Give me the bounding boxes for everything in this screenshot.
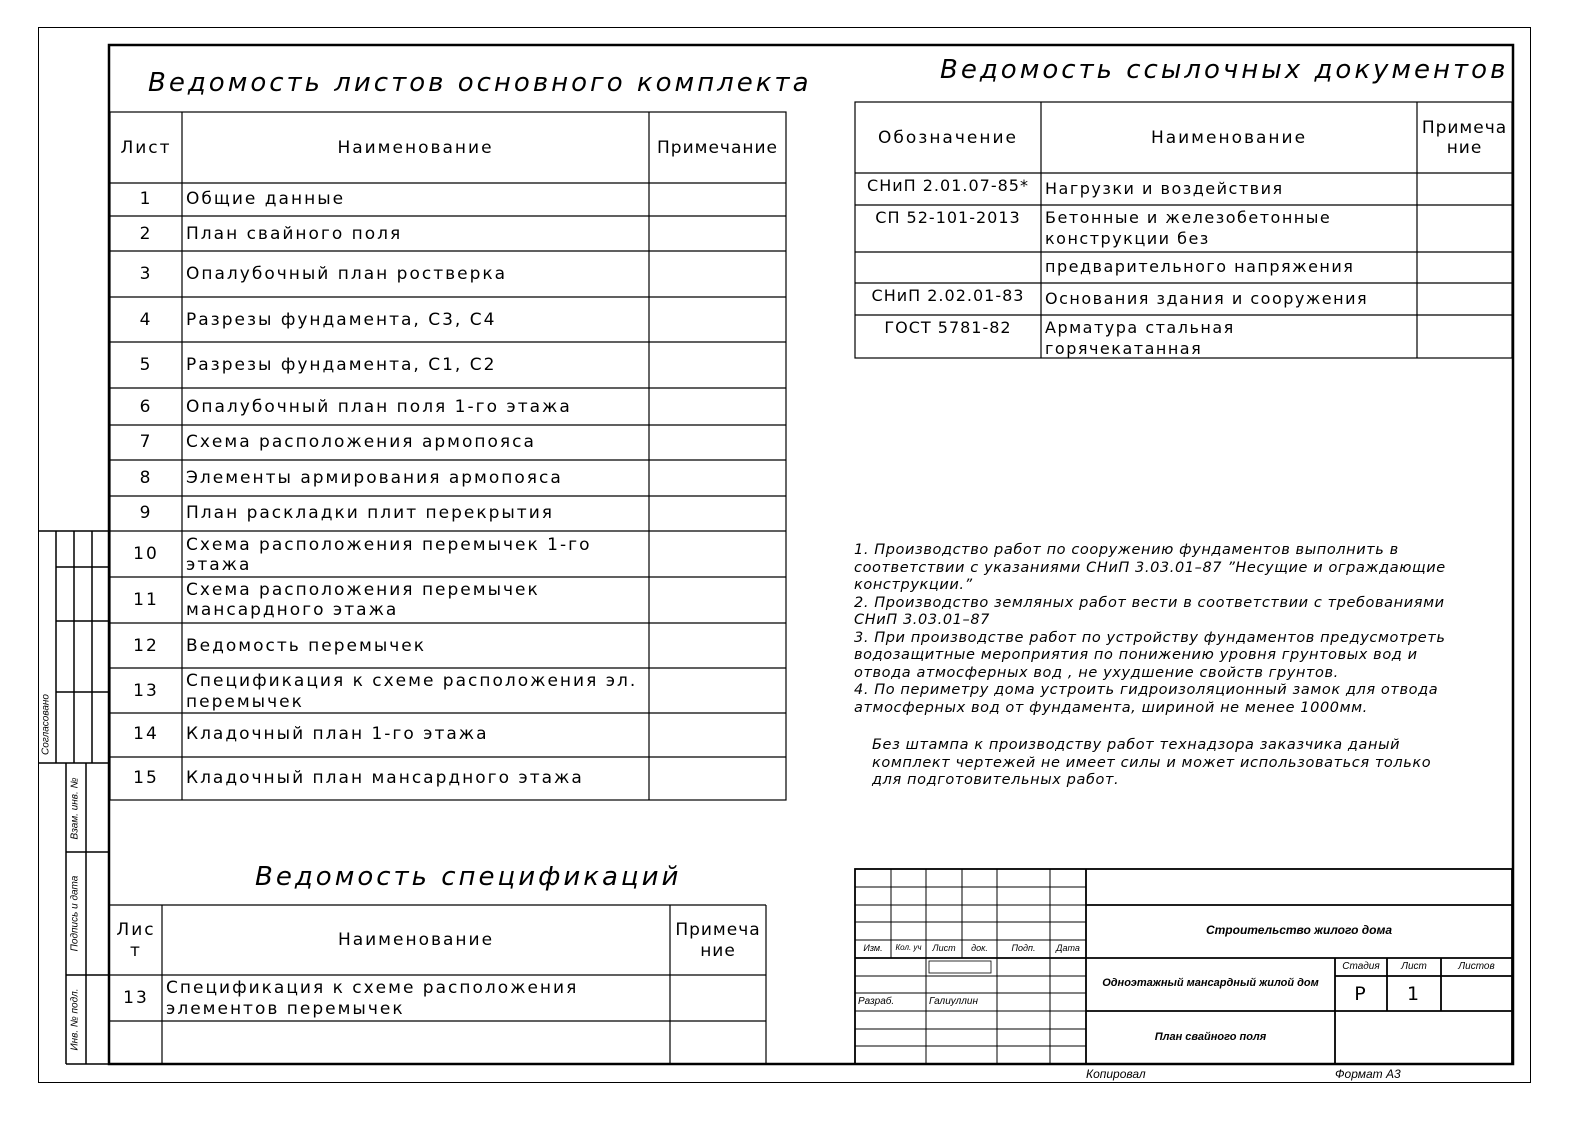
sheet-row-name: Элементы армирования армопояса <box>186 468 563 488</box>
note-line: водозащитные мероприятия по понижению уровня грунтовых вод и <box>854 647 1418 663</box>
spec-col-note-line2: ние <box>700 941 736 961</box>
sheet-row-name: Опалубочный план ростверка <box>186 264 508 284</box>
spec-row-name-cont: элементов перемычек <box>166 999 405 1019</box>
ref-row-code: СНиП 2.01.07-85* <box>867 176 1029 195</box>
stamp-col-kol: Кол. уч <box>895 943 922 952</box>
sheet-row-num: 6 <box>139 397 153 417</box>
sheet-row-name: Схема расположения армопояса <box>186 432 536 452</box>
sheet-row-name: Ведомость перемычек <box>186 636 427 656</box>
spec-col-sheet-line2: т <box>130 941 142 961</box>
sheet-row-name-cont: мансардного этажа <box>186 600 399 620</box>
spec-row-num: 13 <box>123 988 149 1008</box>
ref-row-name: Нагрузки и воздействия <box>1045 179 1284 198</box>
ref-row-code: ГОСТ 5781-82 <box>884 318 1012 337</box>
sheets-table-title: Ведомость листов основного комплекта <box>148 68 812 98</box>
stamp-col-list: Лист <box>932 943 956 953</box>
sheet-row-num: 15 <box>133 768 159 788</box>
warning-note <box>872 737 1431 790</box>
ref-row-name: Арматура стальная <box>1045 318 1235 337</box>
side-agreed: Согласовано <box>40 694 52 755</box>
footer-copied: Копировал <box>1086 1067 1146 1081</box>
sheet-row-name-cont: перемычек <box>186 692 304 712</box>
sheet-row-name: Схема расположения перемычек 1-го <box>186 535 592 555</box>
note-line: СНиП 3.03.01–87 <box>854 612 991 628</box>
spec-col-sheet-line1: Лис <box>116 920 156 940</box>
side-replace-inv: Взам. инв. № <box>69 777 81 840</box>
warning-line: для подготовительных работ. <box>872 772 1120 788</box>
stamp-stage: Р <box>1354 983 1368 1005</box>
note-line: 1. Производство работ по сооружению фундаментов выполнить в <box>854 542 1399 558</box>
note-line: отвода атмосферных вод , не ухудшение свойств грунтов. <box>854 664 1339 681</box>
sheet-row-num: 14 <box>133 724 159 744</box>
note-line: соответствии с указаниями СНиП 3.03.01–87 ”Несущие и ограждающие <box>854 559 1446 576</box>
sheet-row-num: 4 <box>139 310 153 330</box>
ref-row-name: Основания здания и сооружения <box>1045 289 1369 308</box>
spec-col-note-line1: Примеча <box>675 920 761 940</box>
sheet-row-name: Общие данные <box>186 189 346 209</box>
stamp-sheet-title: План свайного поля <box>1154 1031 1267 1043</box>
sheet-row-num: 13 <box>133 681 159 701</box>
sheet-row-name-cont: этажа <box>186 555 252 575</box>
stamp-object: Одноэтажный мансардный жилой дом <box>1102 977 1319 989</box>
ref-row-name: Бетонные и железобетонные <box>1045 208 1332 227</box>
note-line: атмосферных вод от фундамента, шириной не менее 1000мм. <box>854 699 1368 716</box>
sheet-row-name: План свайного поля <box>186 224 403 244</box>
spec-row-name: Спецификация к схеме расположения <box>166 978 579 998</box>
note-line: 4. По периметру дома устроить гидроизоляционный замок для отвода <box>854 682 1439 698</box>
note-line: 3. При производстве работ по устройству фундаментов предусмотреть <box>854 629 1446 646</box>
warning-line: Без штампа к производству работ технадзора заказчика даный <box>872 737 1401 753</box>
sheet-row-name: Опалубочный план поля 1-го этажа <box>186 397 572 417</box>
stamp-stage-label: Стадия <box>1342 961 1380 972</box>
sheet-row-num: 1 <box>139 189 153 209</box>
sheet-row-name: План раскладки плит перекрытия <box>186 503 554 523</box>
note-line: 2. Производство земляных работ вести в соответствии с требованиями <box>854 594 1445 611</box>
stamp-person: Галиуллин <box>929 996 978 1007</box>
refs-col-code: Обозначение <box>878 128 1018 148</box>
stamp-col-podp: Подп. <box>1011 943 1036 953</box>
sheet-row-num: 9 <box>139 503 153 523</box>
sheet-row-name: Кладочный план 1-го этажа <box>186 724 489 744</box>
side-inv-orig: Инв. № подл. <box>69 988 81 1051</box>
sheet-row-num: 5 <box>139 355 153 375</box>
stamp-project: Строительство жилого дома <box>1205 923 1393 937</box>
ref-row-code: СП 52-101-2013 <box>875 208 1021 227</box>
sheet-row-num: 11 <box>133 590 159 610</box>
stamp-col-doc: док. <box>971 943 988 953</box>
sheets-col-sheet: Лист <box>120 138 172 158</box>
footer-format: Формат А3 <box>1335 1067 1401 1081</box>
stamp-role: Разраб. <box>858 996 895 1007</box>
sheet-row-num: 7 <box>139 432 153 452</box>
stamp-sheets-label: Листов <box>1458 961 1495 972</box>
stamp-col-izm: Изм. <box>863 943 883 953</box>
sheet-row-name: Разрезы фундамента, С1, С2 <box>186 355 497 375</box>
sheets-col-name: Наименование <box>337 138 494 158</box>
ref-row-name-cont: конструкции без <box>1045 229 1210 248</box>
refs-col-name: Наименование <box>1150 128 1308 148</box>
warning-line: комплект чертежей не имеет силы и может использоваться только <box>872 754 1432 771</box>
sheet-row-name: Разрезы фундамента, С3, С4 <box>186 310 497 330</box>
sheet-row-name: Кладочный план мансардного этажа <box>186 768 584 788</box>
sheets-col-note: Примечание <box>657 138 778 158</box>
spec-table-title: Ведомость спецификаций <box>255 862 682 892</box>
stamp-sheet-label: Лист <box>1401 961 1427 972</box>
side-sign-date: Подпись и дата <box>69 875 81 952</box>
general-notes <box>854 542 1446 717</box>
sheet-row-num: 12 <box>133 636 159 656</box>
ref-row-code: СНиП 2.02.01-83 <box>871 286 1025 305</box>
refs-col-note-line1: Примеча <box>1421 118 1508 138</box>
refs-col-note-line2: ние <box>1446 138 1483 158</box>
stamp-sheet: 1 <box>1406 983 1422 1005</box>
spec-col-name: Наименование <box>337 930 495 950</box>
ref-row-name-cont: горячекатанная <box>1045 339 1203 358</box>
refs-table-title: Ведомость ссылочных документов <box>940 55 1509 85</box>
sheet-row-name: Схема расположения перемычек <box>186 580 540 600</box>
sheet-row-name: Спецификация к схеме расположения эл. <box>186 671 638 691</box>
sheet-row-num: 10 <box>133 544 159 564</box>
note-line: конструкции.” <box>854 577 973 593</box>
stamp-col-date: Дата <box>1056 943 1080 953</box>
sheet-row-num: 8 <box>139 468 153 488</box>
ref-row-name: предварительного напряжения <box>1045 257 1355 276</box>
sheet-row-num: 2 <box>139 224 153 244</box>
sheet-row-num: 3 <box>139 264 153 284</box>
